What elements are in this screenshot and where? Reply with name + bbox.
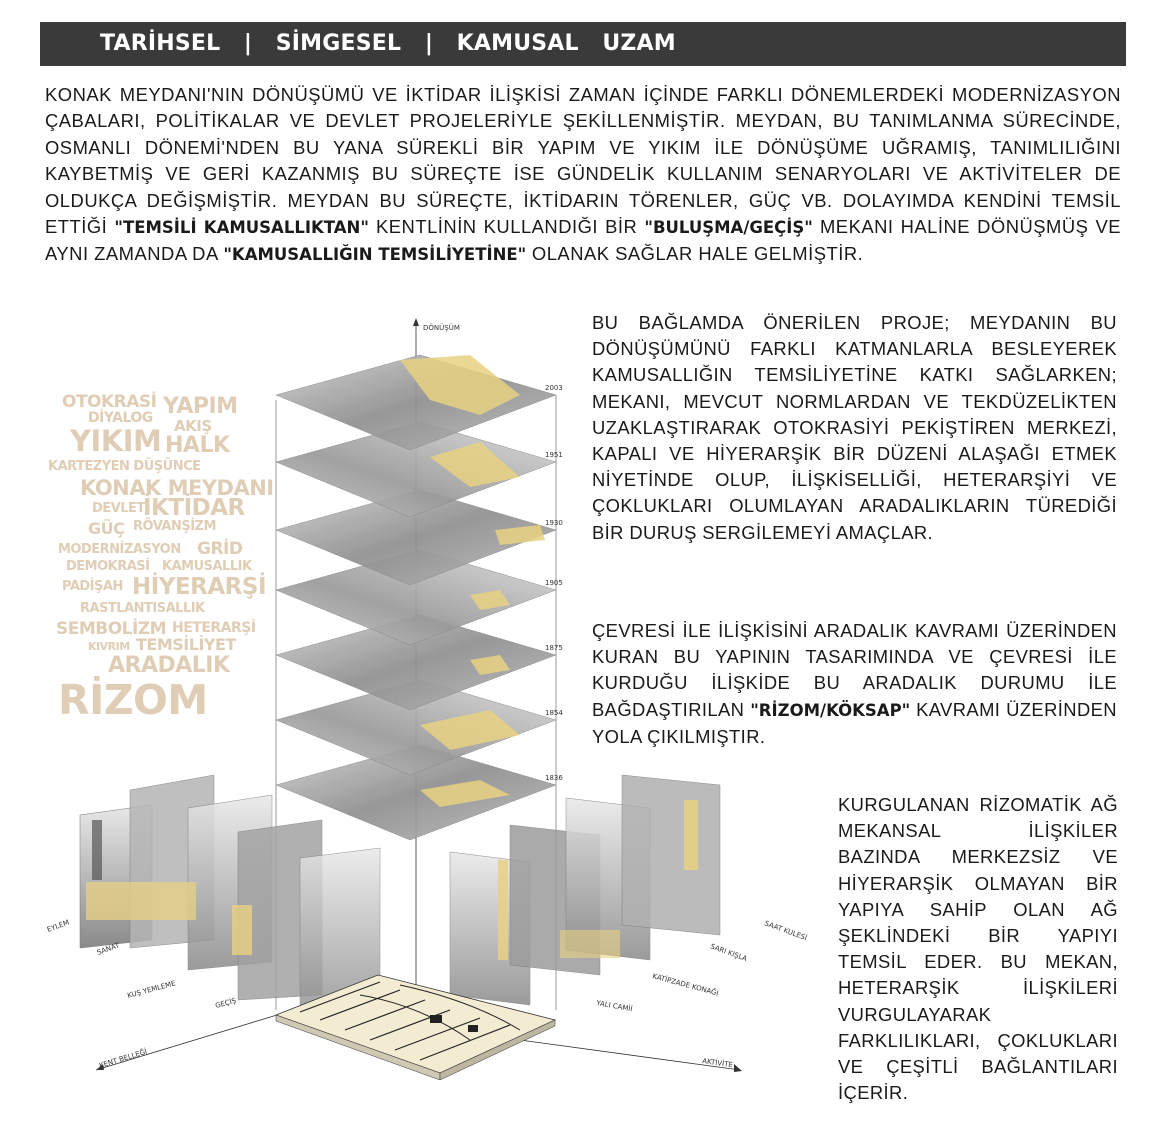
left-axis-label: KENT BELLEĞİ: [98, 1047, 149, 1070]
year-label: 1875: [545, 644, 563, 652]
word-cloud-term: YAPIM: [163, 394, 238, 419]
intro-text-4: OLANAK SAĞLAR HALE GELMİŞTİR.: [526, 243, 864, 265]
word-cloud-term: RİZOM: [58, 676, 208, 724]
word-cloud-term: DİYALOG: [88, 410, 153, 426]
year-label: 1854: [545, 709, 563, 717]
word-cloud-term: YIKIM: [70, 424, 162, 458]
intro-text-1: KONAK MEYDANI'NIN DÖNÜŞÜMÜ VE İKTİDAR İLİŞKİSİ ZAMAN İÇİNDE FARKLI DÖNEMLERDEKİ MODERNİZASYON ÇABALARI, POLİTİKALAR VE DEVLET PROJELERİYLE ŞEKİLLENMİŞTİR. MEYDAN, BU TANIMLANMA SÜRECİNDE, OSMANLI DÖNEMİ'NDEN BU YANA SÜREKLİ BİR YAPIM VE YIKIM İLE DÖNÜŞÜME UĞRAMIŞ, TANIMLILIĞINI KAYBETMİŞ VE GERİ KAZANMIŞ BU SÜREÇTE İSE GÜNDELİK KULLANIM SENARYOLARI VE AKTİVİTELER DE OLDUKÇA DEĞİŞMİŞTİR. MEYDAN BU SÜREÇTE, İKTİDARIN TÖRENLER, GÜÇ VB. DOLAYIMDA KENDİNİ TEMSİL ETTİĞİ: [45, 84, 1121, 238]
page-title: TARİHSEL | SİMGESEL | KAMUSAL UZAM: [100, 31, 676, 56]
intro-text-3: MEKANI HALİNE DÖNÜŞMÜŞ VE AYNI ZAMANDA DA: [45, 216, 1122, 265]
intro-bold-1: "TEMSİLİ KAMUSALLIKTAN": [114, 218, 369, 238]
intro-text-2: KENTLİNİN KULLANDIĞI BİR: [368, 216, 645, 238]
word-cloud-term: TEMSİLİYET: [136, 635, 236, 654]
photo-label: KATİPZADE KONAĞI: [651, 972, 720, 998]
word-cloud-term: GÜÇ: [88, 519, 125, 538]
photo-label: GEÇİŞ: [214, 996, 238, 1010]
word-cloud-term: RASTLANTISALLIK: [80, 601, 205, 616]
intro-bold-2: "BULUŞMA/GEÇİŞ": [644, 218, 813, 238]
year-label: 1905: [545, 579, 563, 587]
map-layers: [276, 355, 556, 840]
word-cloud-term: DEMOKRASİ: [66, 559, 150, 574]
word-cloud-term: AKIŞ: [174, 417, 212, 435]
right-axis-label: AKTİVİTE: [701, 1057, 734, 1070]
rhizome-bold: "RİZOM/KÖKSAP": [750, 700, 911, 720]
year-label: 2003: [545, 384, 563, 392]
photo-label: YALI CAMİİ: [595, 999, 634, 1014]
word-cloud-term: ARADALIK: [108, 653, 230, 678]
word-cloud-term: HETERARŞİ: [172, 620, 256, 636]
word-cloud-term: KIVRIM: [88, 640, 130, 653]
rhizome-text-2: KAVRAMI ÜZERİNDEN YOLA ÇIKILMIŞTIR.: [592, 698, 1117, 747]
word-cloud-term: KARTEZYEN DÜŞÜNCE: [48, 459, 201, 474]
word-cloud-term: PADİŞAH: [62, 579, 123, 594]
word-cloud-term: SEMBOLİZM: [56, 619, 167, 639]
year-label: 1836: [545, 774, 563, 782]
word-cloud-term: RÖVANŞİZM: [133, 519, 216, 534]
photo-label: SAAT KULESİ: [763, 919, 809, 943]
vertical-axis-label: DÖNÜŞÜM: [423, 324, 460, 332]
rhizome-text-1: ÇEVRESİ İLE İLİŞKİSİNİ ARADALIK KAVRAMI ÜZERİNDEN KURAN BU YAPININ TASARIMINDA VE ÇEVRESİ İLE KURDUĞU İLİŞKİDE BU ARADALIK DURUMU İLE BAĞDAŞTIRILAN: [592, 620, 1117, 720]
word-cloud-term: HİYERARŞİ: [132, 574, 267, 600]
word-cloud-term: DEVLET: [92, 501, 145, 516]
photo-label: KUŞ YEMLEME: [126, 979, 177, 1000]
photo-label: EYLEM: [45, 918, 71, 934]
photo-label: SARI KIŞLA: [709, 942, 749, 964]
intro-paragraph: [45, 82, 1121, 269]
word-cloud-term: İKTİDAR: [143, 495, 245, 521]
word-cloud-term: GRİD: [197, 539, 243, 559]
network-paragraph: KURGULANAN RİZOMATİK AĞ MEKANSAL İLİŞKİLER BAZINDA MERKEZSİZ VE HİYERARŞİK OLMAYAN BİR YAPIYA SAHİP OLAN AĞ ŞEKLİNDEKİ BİR YAPIYI TEMSİL EDER. BU MEKAN, HETERARŞİK İLİŞKİLERİ VURGULAYARAK FARKLILIKLARI, ÇOKLUKLARI VE ÇEŞİTLİ BAĞLANTILARI İÇERİR.: [838, 794, 1118, 1104]
photo-label: SANAT: [95, 941, 121, 957]
word-cloud-term: MODERNİZASYON: [58, 542, 181, 557]
year-label: 1930: [545, 519, 563, 527]
word-cloud-term: HALK: [165, 433, 230, 458]
word-cloud-term: KAMUSALLIK: [162, 559, 252, 574]
proposal-paragraph: BU BAĞLAMDA ÖNERİLEN PROJE; MEYDANIN BU DÖNÜŞÜMÜNÜ FARKLI KATMANLARLA BESLEYEREK KAMUSALLIĞIN TEMSİLİYETİNE KATKI SAĞLARKEN; MEKANI, MEVCUT NORMLARDAN VE TEKDÜZELİKTEN UZAKLAŞTIRARAK OTOKRASİYİ PEKİŞTİREN MERKEZİ, KAPALI VE HİYERARŞİK BİR DÜZENİ ALAŞAĞI ETMEK NİYETİNDE OLUP, İLİŞKİSELLİĞİ, HETERARŞİYİ VE ÇOKLUKLARI OLUMLAYAN ARADALIKLARIN TÜREDİĞİ BİR DURUŞ SERGİLEMEYİ AMAÇLAR.: [592, 312, 1117, 543]
word-cloud-term: KONAK MEYDANI: [80, 476, 274, 500]
left-photo-group: [80, 775, 380, 1016]
intro-bold-3: "KAMUSALLIĞIN TEMSİLİYETİNE": [223, 245, 527, 265]
layer-diagram: [0, 300, 809, 1133]
year-label: 1951: [545, 451, 563, 459]
word-cloud-term: OTOKRASİ: [62, 392, 157, 412]
